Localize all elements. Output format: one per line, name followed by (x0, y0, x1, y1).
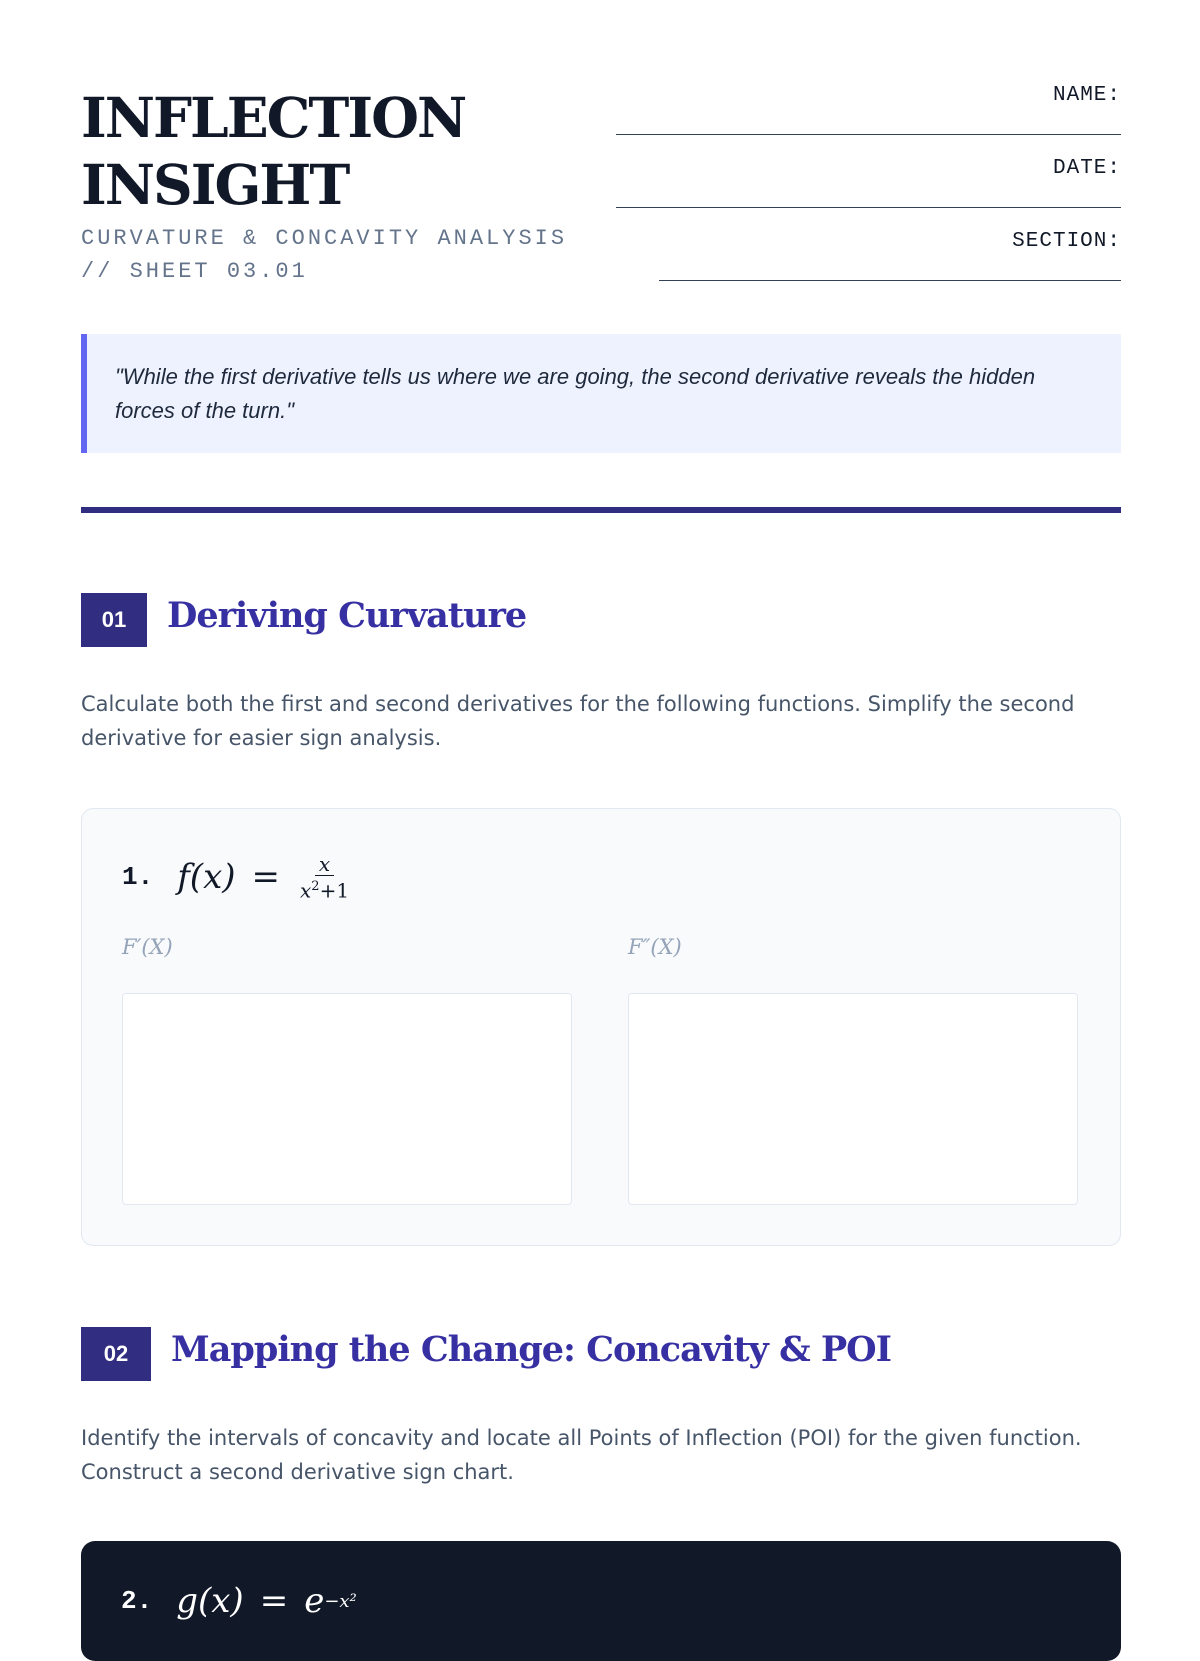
section-01-header (81, 593, 1121, 647)
function-exponent: −x² (324, 1590, 357, 1612)
problem-2-number: 2. (121, 1586, 153, 1616)
section-line[interactable] (659, 280, 1121, 281)
denominator-tail: +1 (319, 878, 350, 903)
date-line[interactable] (616, 207, 1121, 208)
second-derivative-label: F″(X) (628, 935, 682, 959)
equals-sign: = (259, 1581, 289, 1621)
problem-2-card (81, 1541, 1121, 1661)
intro-quote: "While the first derivative tells us where we are going, the second derivative reveals the hidden forces of the turn." (81, 334, 1121, 453)
problem-1-number: 1. (122, 862, 154, 893)
section-02-number: 02 (81, 1327, 151, 1381)
problem-1-statement (122, 853, 353, 902)
worksheet-header (81, 84, 1121, 294)
section-field[interactable] (601, 230, 1121, 302)
fraction (296, 853, 353, 902)
name-field[interactable] (601, 84, 1121, 156)
section-01-title: Deriving Curvature (167, 595, 527, 636)
subtitle-line-2: // SHEET 03.01 (81, 259, 308, 284)
title-line-1: INFLECTION (81, 85, 466, 150)
denominator-exponent: 2 (311, 879, 320, 894)
fraction-numerator: x (315, 853, 334, 876)
problem-1-card (81, 808, 1121, 1246)
section-01-number: 01 (81, 593, 147, 647)
function-base: e (304, 1581, 325, 1621)
name-line[interactable] (616, 134, 1121, 135)
equals-sign: = (251, 857, 281, 898)
section-label: SECTION: (1012, 230, 1121, 253)
section-02-title: Mapping the Change: Concavity & POI (171, 1329, 892, 1370)
worksheet-subtitle (81, 222, 567, 288)
name-label: NAME: (1052, 84, 1121, 107)
function-lhs: g(x) (176, 1581, 244, 1621)
title-line-2: INSIGHT (81, 152, 349, 217)
worksheet-title (81, 84, 465, 218)
function-lhs: f(x) (177, 857, 236, 898)
date-field[interactable] (601, 157, 1121, 229)
subtitle-line-1: CURVATURE & CONCAVITY ANALYSIS (81, 226, 568, 251)
problem-2-function (176, 1581, 357, 1621)
problem-2-statement (121, 1581, 357, 1621)
section-01-description: Calculate both the first and second derivatives for the following functions. Simplify the second derivative for easier sign analysis. (81, 692, 1075, 750)
section-02-description: Identify the intervals of concavity and locate all Points of Inflection (POI) for the given function. Construct a second derivative sign chart. (81, 1426, 1082, 1484)
problem-1-function (177, 853, 353, 902)
first-derivative-answer-box[interactable] (122, 993, 572, 1205)
section-02-header (81, 1327, 1121, 1381)
first-derivative-label: F′(X) (122, 935, 173, 959)
denominator-base: x (300, 878, 312, 903)
date-label: DATE: (1052, 157, 1121, 180)
second-derivative-answer-box[interactable] (628, 993, 1078, 1205)
fraction-denominator (296, 876, 353, 902)
section-divider (81, 507, 1121, 513)
